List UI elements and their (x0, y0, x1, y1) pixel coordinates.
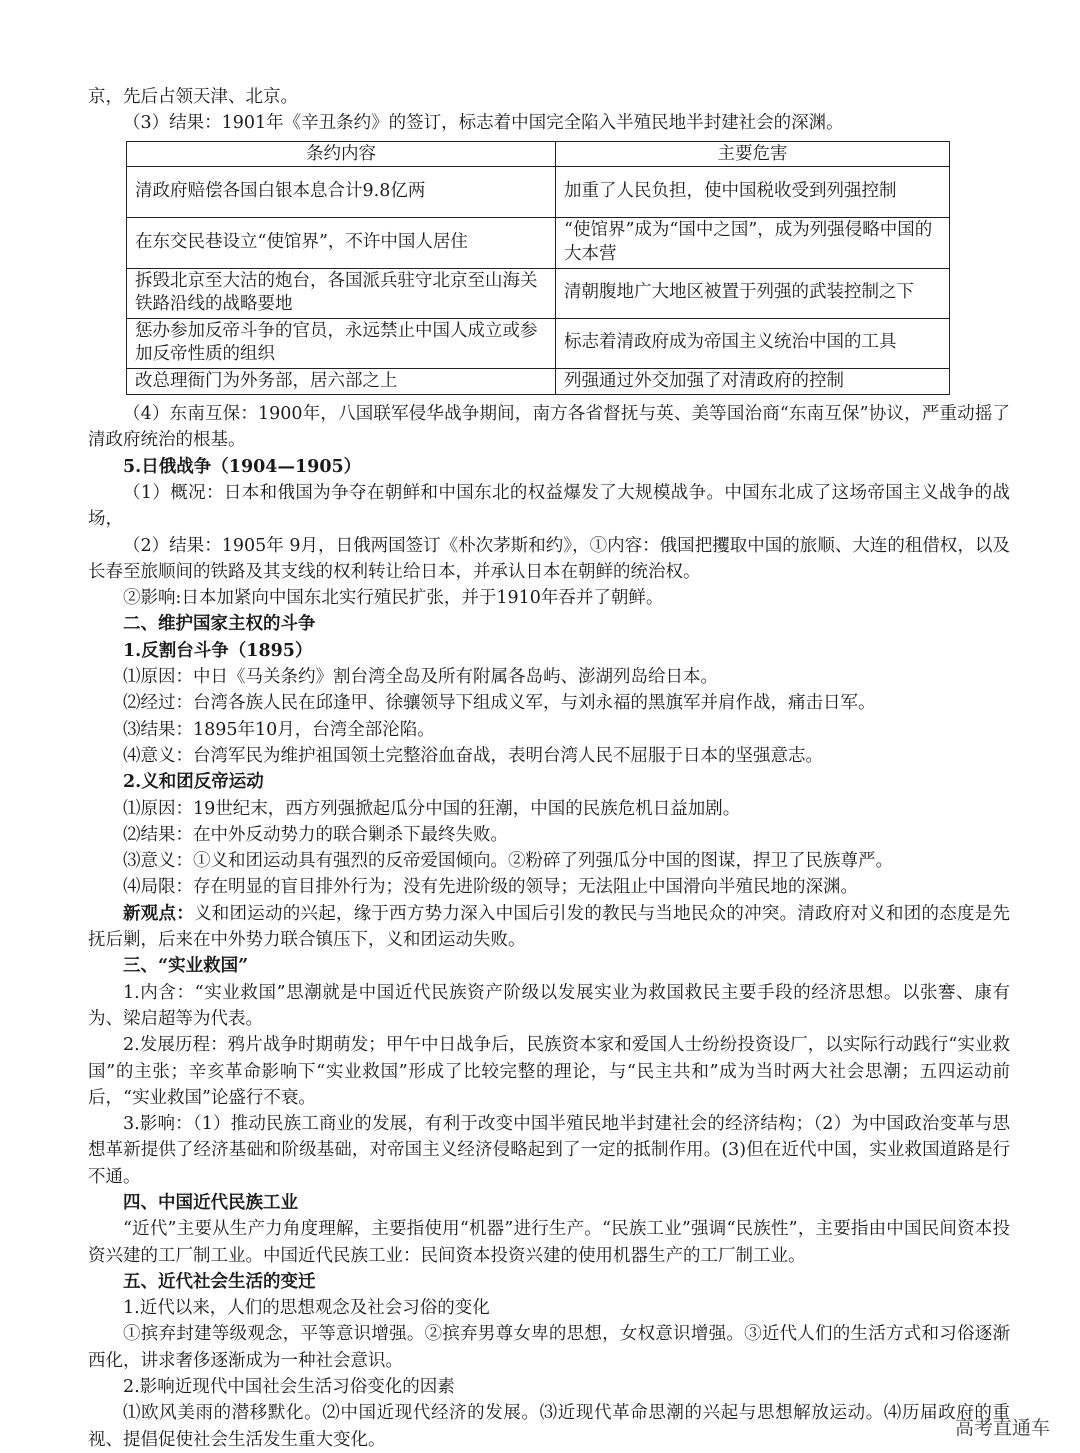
paragraph: ⑴原因：中日《马关条约》割台湾全岛及所有附属各岛屿、澎湖列岛给日本。 (123, 667, 718, 688)
table-row (127, 166, 950, 217)
paragraph: （2）结果：1905年 9月，日俄两国签订《朴次茅斯和约》，①内容：俄国把攫取中国的旅顺、大连的租借权，以及长春至旅顺间的铁路及其支线的权利转让给日本，并承认日本在朝鲜的统治权。 (88, 535, 1010, 582)
paragraph: ⑷局限：存在明显的盲目排外行为；没有先进阶级的领导；无法阻止中国滑向半殖民地的深渊。 (123, 877, 858, 898)
paragraph: ②影响:日本加紧向中国东北实行殖民扩张，并于1910年吞并了朝鲜。 (123, 588, 664, 609)
paragraph: 1.内含：“实业救国”思潮就是中国近代民族资产阶级以发展实业为救国救民主要手段的经济思想。以张謇、康有为、梁启超等为代表。 (88, 982, 1010, 1029)
paragraph: （4）东南互保：1900年，八国联军侵华战争期间，南方各省督抚与英、美等国治商“东南互保”协议，严重动摇了清政府统治的根基。 (88, 404, 1010, 451)
table-row (127, 268, 950, 318)
paragraph (88, 901, 1010, 954)
treaty-table (126, 141, 950, 396)
table-row (127, 217, 950, 268)
table-cell: 清政府赔偿各国白银本息合计9.8亿两 (127, 166, 556, 217)
new-view-label: 新观点： (123, 903, 194, 924)
paragraph: 3.影响：（1）推动民族工商业的发展，有利于改变中国半殖民地半封建社会的经济结构；（2）为中国政治变革与思想革新提供了经济基础和阶级基础，对帝国主义经济侵略起到了一定的抵制作用。(3)但在近代中国，实业救国道路是行不通。 (88, 1114, 1010, 1187)
table-cell: 改总理衙门为外务部，居六部之上 (127, 368, 556, 395)
watermark: 高考直通车 (954, 1417, 1050, 1439)
paragraph: “近代”主要从生产力角度理解，主要指使用“机器”进行生产。“民族工业”强调“民族性”，主要指由中国民间资本投资兴建的工厂制工业。中国近代民族工业：民间资本投资兴建的使用机器生产的工厂制工业。 (88, 1219, 1010, 1266)
paragraph: ⑵经过：台湾各族人民在邱逢甲、徐骧领导下组成义军，与刘永福的黑旗军并肩作战，痛击日军。 (123, 693, 876, 714)
paragraph: ⑴欧风美雨的潜移默化。⑵中国近现代经济的发展。⑶近现代革命思潮的兴起与思想解放运动。⑷历届政府的重视、提倡促使社会生活发生重大变化。 (88, 1403, 1010, 1450)
paragraph: ⑶结果：1895年10月，台湾全部沦陷。 (123, 719, 435, 740)
text-line: （3）结果：1901年《辛丑条约》的签订，标志着中国完全陷入半殖民地半封建社会的深渊。 (123, 113, 844, 134)
section-heading: 五、近代社会生活的变迁 (123, 1271, 316, 1292)
paragraph: ⑵结果：在中外反动势力的联合剿杀下最终失败。 (123, 824, 508, 845)
table-header-row (127, 141, 950, 166)
paragraph: ⑷意义：台湾军民为维护祖国领土完整浴血奋战，表明台湾人民不屈服于日本的坚强意志。 (123, 745, 823, 766)
column-header: 条约内容 (127, 141, 556, 166)
section-heading: 三、“实业救国” (123, 956, 249, 977)
table-cell: 列强通过外交加强了对清政府的控制 (556, 368, 950, 395)
section-heading: 2.义和团反帝运动 (123, 772, 264, 793)
table-row (127, 368, 950, 395)
table-cell: 在东交民巷设立“使馆界”，不许中国人居住 (127, 217, 556, 268)
text-line: 京，先后占领天津、北京。 (88, 87, 298, 107)
table-cell: 清朝腹地广大地区被置于列强的武装控制之下 (556, 268, 950, 318)
new-view-text: 义和团运动的兴起，缘于西方势力深入中国后引发的教民与当地民众的冲突。清政府对义和团的态度是先抚后剿，后来在中外势力联合镇压下，义和团运动失败。 (88, 903, 1011, 951)
paragraph: ⑴原因：19世纪末，西方列强掀起瓜分中国的狂潮，中国的民族危机日益加剧。 (123, 798, 741, 819)
paragraph: ①摈弃封建等级观念，平等意识增强。②摈弃男尊女卑的思想，女权意识增强。③近代人们的生活方式和习俗逐渐西化，讲求奢侈逐渐成为一种社会意识。 (88, 1324, 1010, 1371)
table-row (127, 318, 950, 368)
section-heading: 1.反割台斗争（1895） (123, 640, 313, 661)
table-cell: “使馆界”成为“国中之国”，成为列强侵略中国的大本营 (556, 217, 950, 268)
paragraph: 2.影响近现代中国社会生活习俗变化的因素 (123, 1377, 455, 1398)
paragraph: 2.发展历程：鸦片战争时期萌发；甲午中日战争后，民族资本家和爱国人士纷纷投资设厂，以实际行动践行“实业救国”的主张；辛亥革命影响下“实业救国”形成了比较完整的理论，与“民主共和”成为当时两大社会思潮；五四运动前后，“实业救国”论盛行不衰。 (88, 1035, 1010, 1108)
paragraph: （1）概况：日本和俄国为争夺在朝鲜和中国东北的权益爆发了大规模战争。中国东北成了这场帝国主义战争的战场， (88, 482, 1010, 530)
section-heading: 5.日俄战争（1904—1905） (123, 456, 362, 477)
table-cell: 惩办参加反帝斗争的官员，永远禁止中国人成立或参加反帝性质的组织 (127, 318, 556, 368)
column-header: 主要危害 (556, 141, 950, 166)
paragraph: ⑶意义：①义和团运动具有强烈的反帝爱国倾向。②粉碎了列强瓜分中国的图谋，捍卫了民族尊严。 (123, 851, 893, 872)
table-cell: 加重了人民负担，使中国税收受到列强控制 (556, 166, 950, 217)
table-cell: 拆毁北京至大沽的炮台，各国派兵驻守北京至山海关铁路沿线的战略要地 (127, 268, 556, 318)
section-heading: 四、中国近代民族工业 (123, 1193, 298, 1213)
section-heading: 二、维护国家主权的斗争 (123, 614, 316, 635)
table-cell: 标志着清政府成为帝国主义统治中国的工具 (556, 318, 950, 368)
paragraph: 1.近代以来，人们的思想观念及社会习俗的变化 (123, 1298, 490, 1319)
